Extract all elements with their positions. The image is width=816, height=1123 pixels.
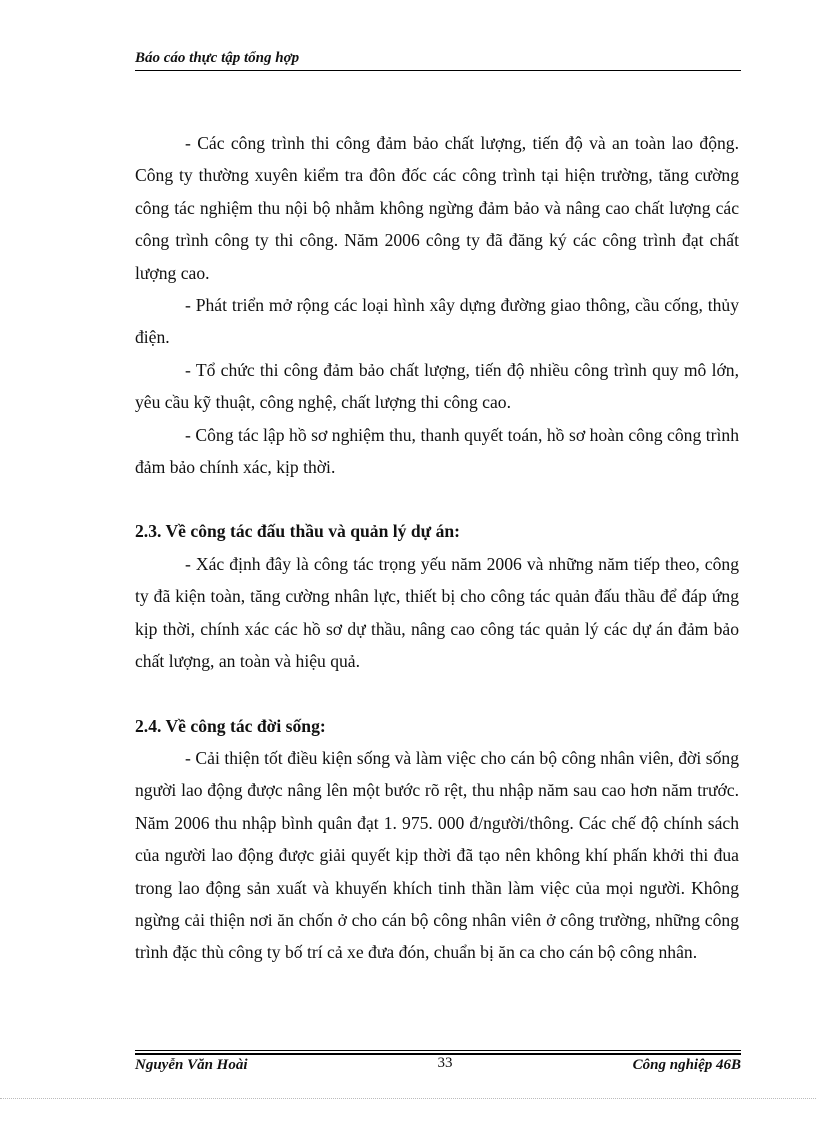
paragraph: - Tổ chức thi công đảm bảo chất lượng, tiến độ nhiều công trình quy mô lớn, yêu cầu kỹ thuật, công nghệ, chất lượng thi công cao. bbox=[135, 359, 739, 413]
footer-author: Nguyễn Văn Hoài bbox=[135, 1057, 248, 1073]
page-edge-divider bbox=[0, 1098, 816, 1099]
footer-divider bbox=[135, 1050, 741, 1051]
page-number: 33 bbox=[437, 1055, 453, 1071]
spacer bbox=[135, 678, 739, 710]
paragraph: - Cải thiện tốt điều kiện sống và làm việc cho cán bộ công nhân viên, đời sống người lao động được nâng lên một bước rõ rệt, thu nhập năm sau cao hơn năm trước. Năm 2006 thu nhập bình quân đạt 1. 975. 000 đ/người/thông. Các chế độ chính sách của người lao động được giải quyết kịp thời đã tạo nên không khí phấn khởi thi đua trong lao động sản xuất và khuyến khích tinh thần làm việc của mọi người. Không ngừng cải thiện nơi ăn chốn ở cho cán bộ công nhân viên ở công trường, những công trình đặc thù công ty bố trí cả xe đưa đón, chuẩn bị ăn ca cho cán bộ công nhân. bbox=[135, 747, 739, 963]
section-heading-2-3: 2.3. Về công tác đấu thầu và quản lý dự án: bbox=[135, 521, 461, 542]
paragraph: - Phát triển mở rộng các loại hình xây dựng đường giao thông, cầu cống, thủy điện. bbox=[135, 295, 739, 348]
paragraph: - Xác định đây là công tác trọng yếu năm 2006 và những năm tiếp theo, công ty đã kiện toàn, tăng cường nhân lực, thiết bị cho công tác quản đấu thầu để đáp ứng kịp thời, chính xác các hồ sơ dự thầu, nâng cao công tác quản lý các dự án đảm bảo chất lượng, an toàn và hiệu quả. bbox=[135, 553, 739, 672]
document-body bbox=[135, 127, 739, 969]
paragraph: - Công tác lập hồ sơ nghiệm thu, thanh quyết toán, hồ sơ hoàn công công trình đảm bảo chính xác, kịp thời. bbox=[135, 424, 739, 478]
footer-class: Công nghiệp 46B bbox=[632, 1057, 741, 1073]
spacer bbox=[135, 483, 739, 515]
header-title: Báo cáo thực tập tổng hợp bbox=[135, 50, 300, 66]
page-header bbox=[135, 46, 741, 71]
paragraph: - Các công trình thi công đảm bảo chất lượng, tiến độ và an toàn lao động. Công ty thường xuyên kiểm tra đôn đốc các công trình tại hiện trường, tăng cường công tác nghiệm thu nội bộ nhằm không ngừng đảm bảo và nâng cao chất lượng các công trình công ty thi công. Năm 2006 công ty đã đăng ký các công trình đạt chất lượng cao. bbox=[135, 133, 739, 283]
section-heading-2-4: 2.4. Về công tác đời sống: bbox=[135, 715, 326, 736]
